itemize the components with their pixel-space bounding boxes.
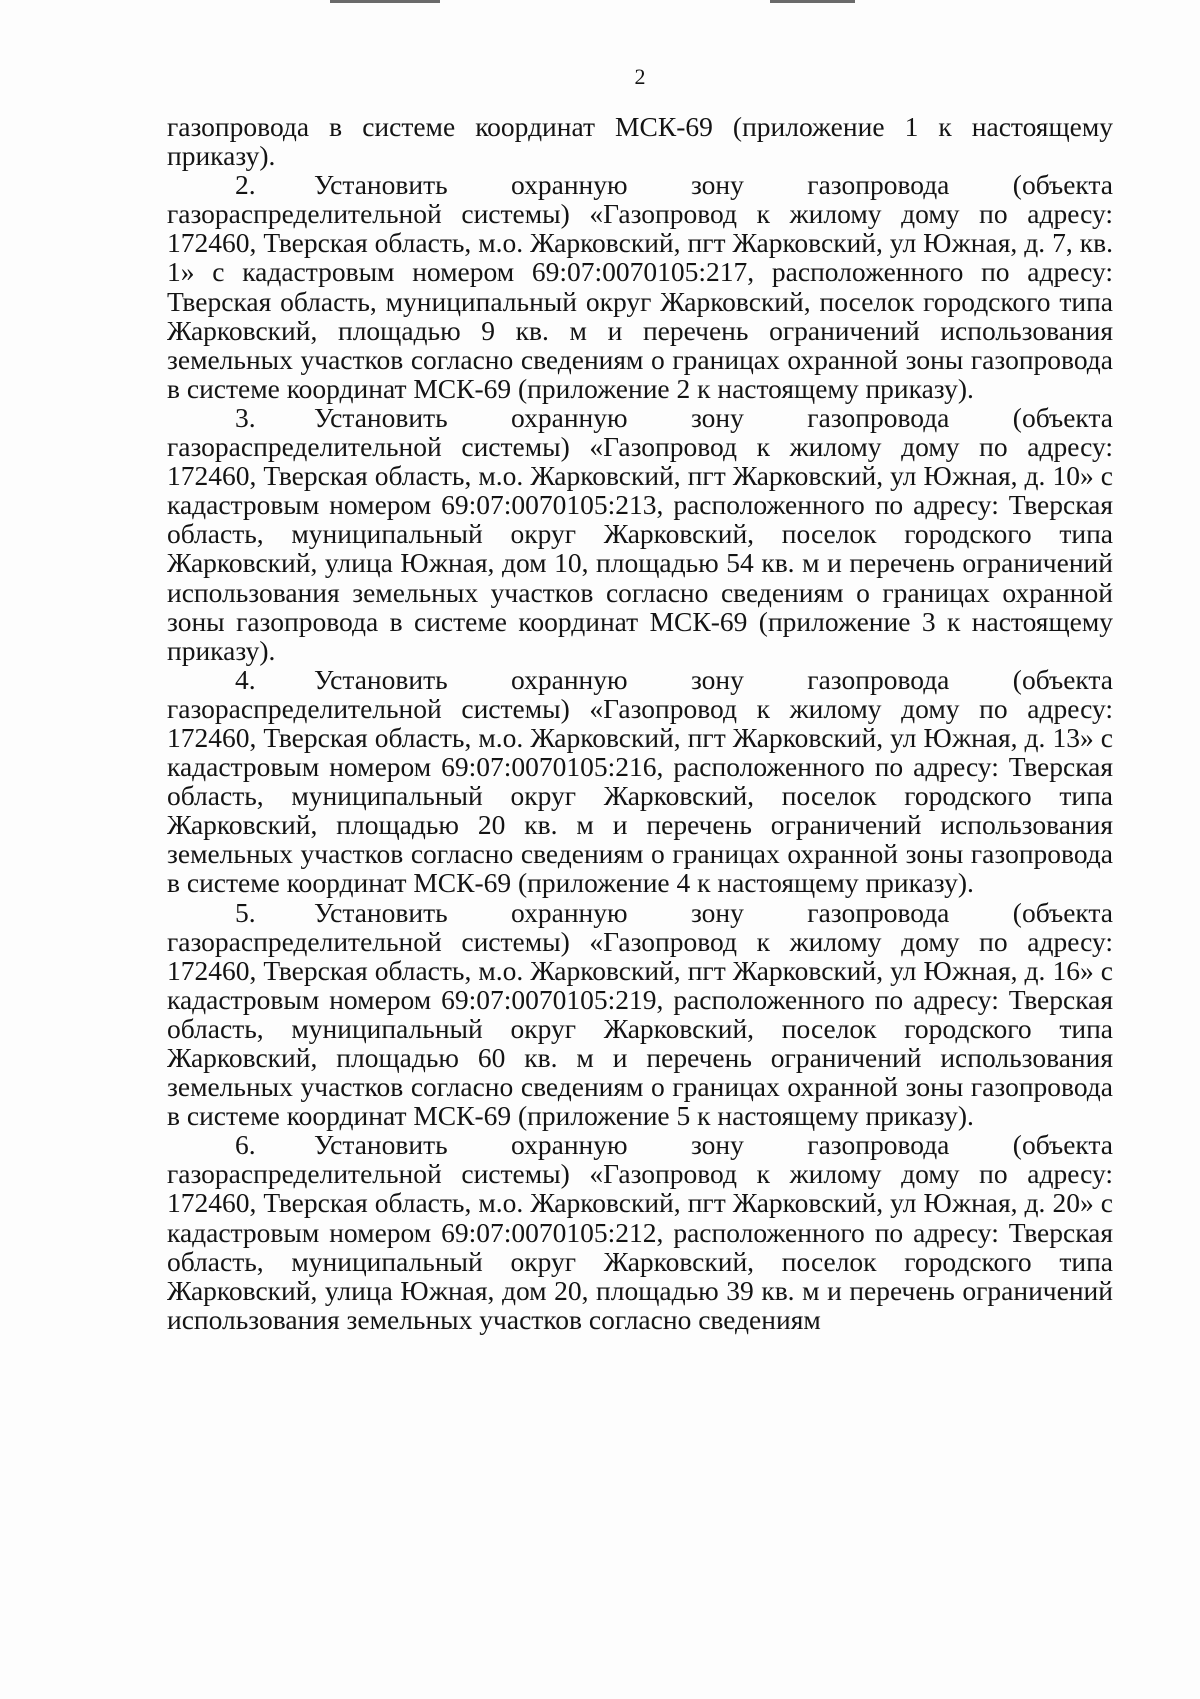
list-item-3 bbox=[167, 403, 1113, 665]
list-item-2 bbox=[167, 170, 1113, 403]
list-item-6 bbox=[167, 1130, 1113, 1334]
item-text: Установить охранную зону газопровода (объекта газораспределительной системы) «Газопровод к жилому дому по адресу: 172460, Тверская область, м.о. Жарковский, пгт Жарковский, ул Южная, д. 7, кв. 1» с кадастровым номером 69:07:0070105:217, расположенного по адресу: Тверская область, муниципальный округ Жарковский, поселок городского типа Жарковский, площадью 9 кв. м и перечень ограничений использования земельных участков согласно сведениям о границах охранной зоны газопровода в системе координат МСК-69 (приложение 2 к настоящему приказу). bbox=[167, 169, 1113, 404]
item-text: Установить охранную зону газопровода (объекта газораспределительной системы) «Газопровод к жилому дому по адресу: 172460, Тверская область, м.о. Жарковский, пгт Жарковский, ул Южная, д. 16» с кадастровым номером 69:07:0070105:219, расположенного по адресу: Тверская область, муниципальный округ Жарковский, поселок городского типа Жарковский, площадью 60 кв. м и перечень ограничений использования земельных участков согласно сведениям о границах охранной зоны газопровода в системе координат МСК-69 (приложение 5 к настоящему приказу). bbox=[167, 896, 1113, 1132]
list-item-4 bbox=[167, 665, 1113, 898]
intro-paragraph: газопровода в системе координат МСК-69 (приложение 1 к настоящему приказу). bbox=[167, 111, 1113, 172]
page-number: 2 bbox=[634, 64, 646, 89]
item-number: 5. bbox=[235, 896, 256, 928]
item-text: Установить охранную зону газопровода (объекта газораспределительной системы) «Газопровод к жилому дому по адресу: 172460, Тверская область, м.о. Жарковский, пгт Жарковский, ул Южная, д. 13» с кадастровым номером 69:07:0070105:216, расположенного по адресу: Тверская область, муниципальный округ Жарковский, поселок городского типа Жарковский, площадью 20 кв. м и перечень ограничений использования земельных участков согласно сведениям о границах охранной зоны газопровода в системе координат МСК-69 (приложение 4 к настоящему приказу). bbox=[167, 663, 1113, 899]
item-text: Установить охранную зону газопровода (объекта газораспределительной системы) «Газопровод к жилому дому по адресу: 172460, Тверская область, м.о. Жарковский, пгт Жарковский, ул Южная, д. 20» с кадастровым номером 69:07:0070105:212, расположенного по адресу: Тверская область, муниципальный округ Жарковский, поселок городского типа Жарковский, улица Южная, дом 20, площадью 39 кв. м и перечень ограничений использования земельных участков согласно сведениям bbox=[167, 1129, 1113, 1335]
item-number: 4. bbox=[235, 663, 256, 695]
item-text: Установить охранную зону газопровода (объекта газораспределительной системы) «Газопровод к жилому дому по адресу: 172460, Тверская область, м.о. Жарковский, пгт Жарковский, ул Южная, д. 10» с кадастровым номером 69:07:0070105:213, расположенного по адресу: Тверская область, муниципальный округ Жарковский, поселок городского типа Жарковский, улица Южная, дом 10, площадью 54 кв. м и перечень ограничений использования земельных участков согласно сведениям о границах охранной зоны газопровода в системе координат МСК-69 (приложение 3 к настоящему приказу). bbox=[167, 401, 1113, 666]
item-number: 6. bbox=[235, 1129, 256, 1161]
list-item-5 bbox=[167, 898, 1113, 1131]
scan-edge-mark-left bbox=[330, 0, 440, 3]
item-number: 3. bbox=[235, 401, 256, 433]
scan-edge-mark-right bbox=[770, 0, 855, 3]
document-body bbox=[167, 112, 1113, 1334]
item-number: 2. bbox=[235, 169, 256, 201]
